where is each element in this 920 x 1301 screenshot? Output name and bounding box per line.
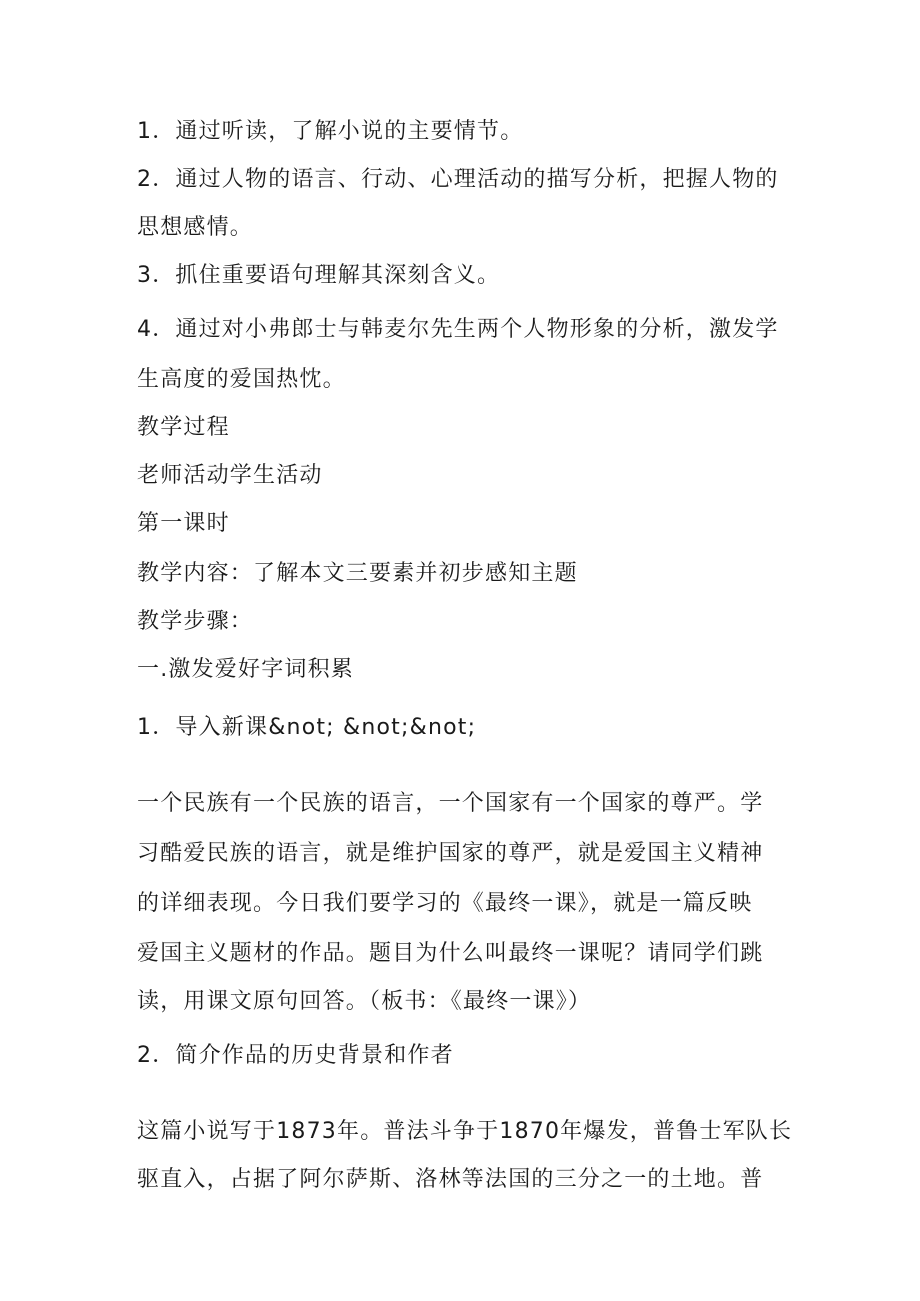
step-2-heading: 2．简介作品的历史背景和作者 xyxy=(137,1043,454,1068)
intro-paragraph-line-3: 的详细表现。今日我们要学习的《最终一课》，就是一篇反映 xyxy=(137,891,753,916)
heading-teaching-process: 教学过程 xyxy=(137,415,230,440)
objective-2-line-1: 2．通过人物的语言、行动、心理活动的描写分析，把握人物的 xyxy=(137,167,779,192)
objective-3: 3．抓住重要语句理解其深刻含义。 xyxy=(137,263,501,288)
background-paragraph-line-2: 驱直入，占据了阿尔萨斯、洛林等法国的三分之一的土地。普 xyxy=(137,1167,764,1192)
heading-first-lesson: 第一课时 xyxy=(137,511,230,536)
intro-paragraph-line-5: 读，用课文原句回答。（板书：《最终一课》） xyxy=(137,989,592,1014)
objective-4-line-1: 4．通过对小弗郎士与韩麦尔先生两个人物形象的分析，激发学 xyxy=(137,317,779,342)
teaching-content: 教学内容：了解本文三要素并初步感知主题 xyxy=(137,561,578,586)
intro-paragraph-line-1: 一个民族有一个民族的语言，一个国家有一个国家的尊严。学 xyxy=(137,791,764,816)
background-paragraph-line-1: 这篇小说写于1873年。普法斗争于1870年爆发，普鲁士军队长 xyxy=(137,1119,793,1144)
heading-activities: 老师活动学生活动 xyxy=(137,463,323,488)
teaching-steps-label: 教学步骤： xyxy=(137,609,254,634)
step-1-heading: 1．导入新课&not; &not;&not; xyxy=(137,715,477,740)
objective-1: 1．通过听读，了解小说的主要情节。 xyxy=(137,119,524,144)
objective-2-line-2: 思想感情。 xyxy=(137,215,254,240)
section-one-heading: 一.激发爱好字词积累 xyxy=(137,657,354,682)
intro-paragraph-line-4: 爱国主义题材的作品。题目为什么叫最终一课呢？请同学们跳 xyxy=(137,941,764,966)
objective-4-line-2: 生高度的爱国热忱。 xyxy=(137,367,346,392)
intro-paragraph-line-2: 习酷爱民族的语言，就是维护国家的尊严，就是爱国主义精神 xyxy=(137,841,764,866)
